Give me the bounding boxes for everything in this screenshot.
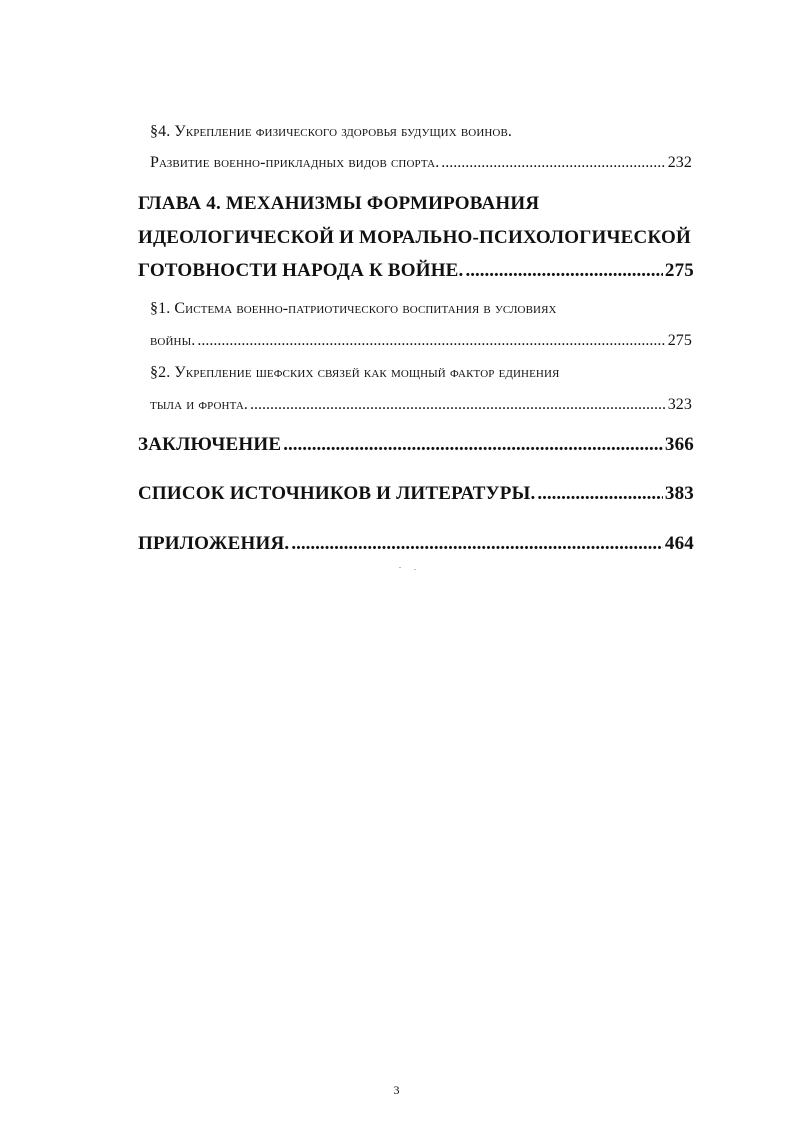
page-number: 3: [393, 1083, 400, 1097]
toc-page-number: 323: [667, 396, 692, 413]
toc-conclusion[interactable]: [138, 434, 694, 456]
toc-sources-title: СПИСОК ИСТОЧНИКОВ И ЛИТЕРАТУРЫ.: [138, 483, 536, 504]
toc-entry-s2[interactable]: [150, 396, 692, 414]
toc-entry-s1-line2: войны.: [150, 332, 196, 349]
toc-entry-s2-line2: тыла и фронта.: [150, 396, 249, 413]
toc-page-number: 464: [664, 533, 694, 554]
toc-chapter-4-line2: ИДЕОЛОГИЧЕСКОЙ И МОРАЛЬНО-ПСИХОЛОГИЧЕСКОЙ: [138, 227, 691, 248]
toc-page-number: 232: [667, 154, 692, 171]
leader-dots: [441, 154, 665, 172]
leader-dots: [537, 483, 662, 505]
toc-entry-s1-line1: §1. Система военно-патриотического воспитания в условиях: [150, 300, 557, 317]
toc-page-number: 275: [664, 260, 694, 281]
toc-entry-s1[interactable]: [150, 332, 692, 350]
toc-chapter-4-line1: ГЛАВА 4. МЕХАНИЗМЫ ФОРМИРОВАНИЯ: [138, 193, 540, 214]
toc-appendix-title: ПРИЛОЖЕНИЯ.: [138, 533, 290, 554]
toc-chapter-4[interactable]: [138, 260, 694, 282]
toc-entry-s4-line1: §4. Укрепление физического здоровья будущих воинов.: [150, 123, 513, 140]
toc-appendix[interactable]: [138, 533, 694, 555]
leader-dots: [250, 396, 666, 414]
scan-speck: [399, 567, 401, 568]
toc-page-number: 383: [664, 483, 694, 504]
scan-speck: [414, 569, 416, 570]
leader-dots: [283, 434, 663, 456]
toc-sources[interactable]: [138, 483, 694, 505]
leader-dots: [291, 533, 663, 555]
toc-page-number: 275: [667, 332, 692, 349]
toc-entry-s4[interactable]: [150, 154, 692, 172]
toc-entry-s2-line1: §2. Укрепление шефских связей как мощный фактор единения: [150, 364, 560, 381]
leader-dots: [197, 332, 665, 350]
toc-chapter-4-line3: ГОТОВНОСТИ НАРОДА К ВОЙНЕ.: [138, 260, 464, 281]
toc-entry-s4-line2: Развитие военно-прикладных видов спорта.: [150, 154, 440, 171]
leader-dots: [466, 260, 663, 282]
toc-page-number: 366: [664, 434, 694, 455]
toc-conclusion-title: ЗАКЛЮЧЕНИЕ: [138, 434, 282, 455]
